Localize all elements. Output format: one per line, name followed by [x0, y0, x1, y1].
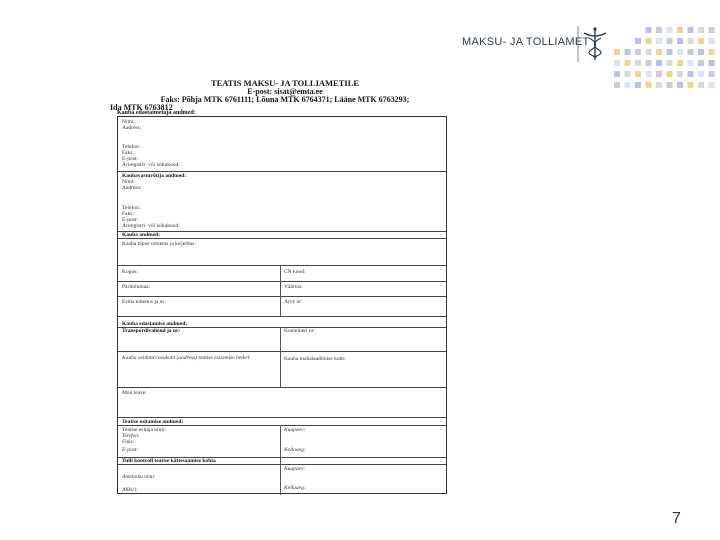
- field-email-1: E-post:: [122, 156, 138, 162]
- decorative-dot: [646, 38, 652, 44]
- decorative-dot: [646, 60, 652, 66]
- decorative-dot: [709, 60, 715, 66]
- field-value: Väärtus:: [284, 284, 303, 290]
- decorative-dot: [688, 38, 694, 44]
- field-vehicle: Transpordivahend ja nr:: [122, 328, 181, 334]
- decorative-dot: [698, 82, 704, 88]
- field-email-2: E-post:: [122, 217, 138, 223]
- field-name-2: Nimi:: [122, 179, 135, 185]
- decorative-dot: [635, 71, 641, 77]
- decorative-dot: [656, 60, 662, 66]
- decorative-dot: [635, 49, 641, 55]
- decorative-dot: [677, 38, 683, 44]
- form-fax: Faks: Põhja MTK 6761111; Lõuna MTK 6764371; Lääne MTK 6763293;: [160, 95, 410, 104]
- field-reg-1: Äriregistri- või isikukood:: [122, 162, 180, 168]
- field-date-2: Kuupäev:: [284, 466, 306, 472]
- section-sender: Kauba edastaimetaja andmed:: [117, 110, 196, 116]
- decorative-dot: [646, 82, 652, 88]
- decorative-dot: [656, 27, 662, 33]
- decorative-dot: [709, 71, 715, 77]
- decorative-dot: [667, 82, 673, 88]
- field-address-2: Aadress:: [122, 185, 142, 191]
- decorative-dot: [677, 49, 683, 55]
- form-sheet: [117, 116, 447, 494]
- field-address-1: Aadress:: [122, 125, 142, 131]
- decorative-dot: [625, 49, 631, 55]
- form-title: TEATIS MAKSU- JA TOLLIAMETILE: [210, 78, 360, 88]
- decorative-dot: [625, 60, 631, 66]
- decorative-dot: [688, 60, 694, 66]
- decorative-dot: [646, 49, 652, 55]
- decorative-dot: [656, 38, 662, 44]
- section-transport: Kauba edastamise andmed:: [122, 321, 188, 327]
- decorative-dot: [677, 71, 683, 77]
- decorative-dot: [656, 49, 662, 55]
- field-time-1: Kellaaeg:: [284, 447, 306, 453]
- field-name-1: Nimi:: [122, 119, 135, 125]
- field-other: Muu teave:: [122, 390, 147, 396]
- decorative-dot: [656, 71, 662, 77]
- decorative-dot: [698, 38, 704, 44]
- decorative-dot: [646, 71, 652, 77]
- decorative-dot: [688, 49, 694, 55]
- field-time-2: Kellaaeg:: [284, 485, 306, 491]
- field-reg-2: Äriregistri- või isikukood:: [122, 223, 180, 229]
- decorative-dot: [614, 71, 620, 77]
- decorative-dot: [709, 38, 715, 44]
- decorative-dot: [677, 82, 683, 88]
- decorative-dot: [625, 71, 631, 77]
- form-fax-ida: Ida MTK 6763812: [110, 103, 173, 112]
- decorative-dot: [698, 27, 704, 33]
- decorative-dot: [698, 71, 704, 77]
- decorative-dot: [709, 27, 715, 33]
- decorative-dot: [677, 27, 683, 33]
- field-faks: Faks:: [122, 439, 135, 445]
- field-phone-1: Telefon:: [122, 144, 141, 150]
- field-date-1: Kuupäev:: [284, 427, 306, 433]
- field-unload: Kauba mahalaadimise koht:: [284, 356, 346, 362]
- decorative-dot: [614, 49, 620, 55]
- field-tel: Telefon:: [122, 433, 140, 439]
- decorative-dot: [625, 82, 631, 88]
- decorative-dot: [646, 27, 652, 33]
- decorative-dot: [667, 38, 673, 44]
- field-epost: E-post:: [122, 447, 139, 453]
- form-email: E-post: sisat@emta.ee: [247, 87, 323, 96]
- section-goods: Kauba andmed:: [122, 232, 161, 238]
- decorative-dot: [709, 49, 715, 55]
- field-document: Esitis nimetus ja nr:: [122, 299, 166, 305]
- field-origin: Päritolumaa:: [122, 284, 151, 290]
- field-fax-2: Faks:: [122, 211, 134, 217]
- decorative-dot: [698, 49, 704, 55]
- field-submitter: Teatise esitaja nimi:: [122, 427, 166, 433]
- decorative-dot-grid: [614, 27, 718, 95]
- decorative-dot: [635, 38, 641, 44]
- field-officer: Ametniku nimi:: [122, 474, 156, 480]
- decorative-dot: [635, 82, 641, 88]
- decorative-dot: [656, 82, 662, 88]
- field-quantity: Kogus:: [122, 269, 138, 275]
- field-cn-code: CN kood:: [284, 269, 306, 275]
- field-phone-2: Telefon:: [122, 205, 141, 211]
- decorative-dot: [688, 82, 694, 88]
- caduceus-logo-icon: [577, 24, 613, 64]
- decorative-dot: [667, 60, 673, 66]
- decorative-dot: [709, 82, 715, 88]
- section-details: Teatise esitamise andmed:: [122, 419, 184, 425]
- decorative-dot: [688, 27, 694, 33]
- field-invoice: Arve nr:: [284, 299, 303, 305]
- decorative-dot: [667, 49, 673, 55]
- decorative-dot: [614, 60, 620, 66]
- decorative-dot: [677, 60, 683, 66]
- decorative-dot: [667, 71, 673, 77]
- field-fax-1: Faks:: [122, 150, 134, 156]
- decorative-dot: [635, 60, 641, 66]
- section-recipient: Kaubavastuvõtija andmed:: [122, 173, 187, 179]
- field-location: Kauba eeldatav asukoht (aadress) teatise esitamise hetkel:: [122, 355, 252, 361]
- brand-name: MAKSU- JA TOLLIAMET: [462, 36, 590, 48]
- field-container: Konteineri nr:: [284, 328, 316, 334]
- decorative-dot: [614, 82, 620, 88]
- section-customs: Tulli kontroll teatise kättesaamise kohta: [122, 458, 216, 464]
- page-number: 7: [672, 510, 681, 527]
- decorative-dot: [667, 27, 673, 33]
- decorative-dot: [698, 60, 704, 66]
- field-description: Kauba täpne nimetus ja kirjeldus:: [122, 241, 196, 247]
- decorative-dot: [688, 71, 694, 77]
- field-signature: Allkiri:: [122, 487, 138, 493]
